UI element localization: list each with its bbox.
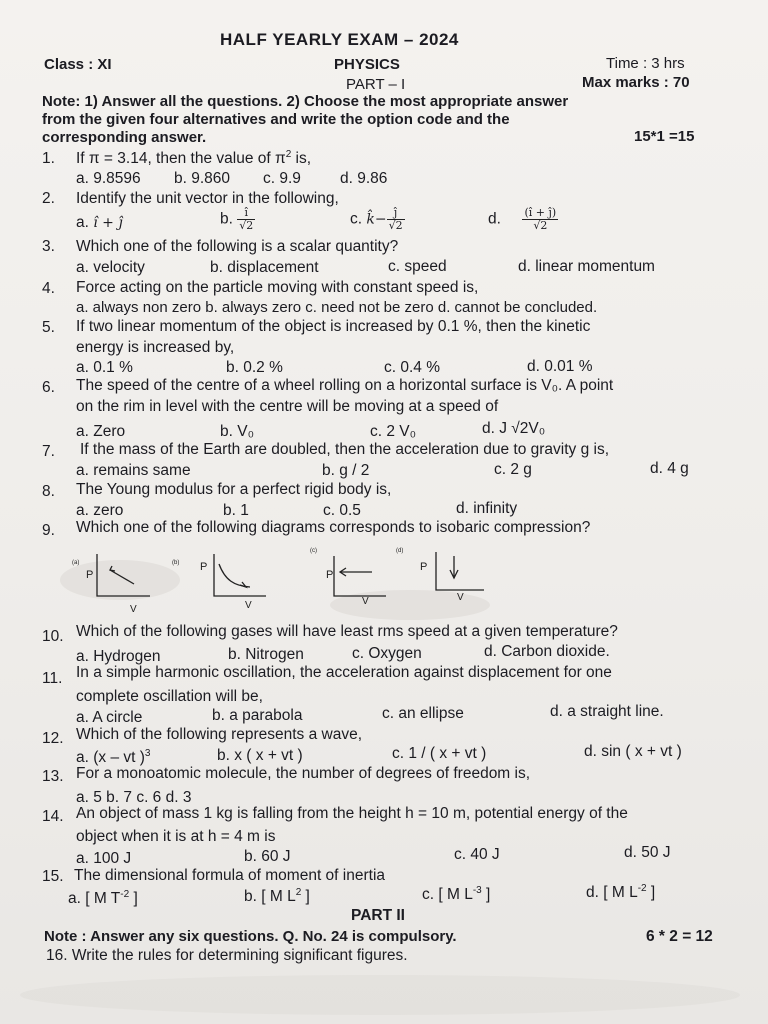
q5-option-d: d. 0.01 % [527,358,593,375]
q11-option-b: b. a parabola [212,707,303,724]
q4-text: Force acting on the particle moving with constant speed is, [76,279,479,296]
q8-option-c: c. 0.5 [323,502,361,519]
q5-option-b: b. 0.2 % [226,359,283,376]
q15-option-c: c. [ M $L^{-3}$ ] [422,884,491,903]
q10-option-b: b. Nitrogen [228,646,304,663]
q7-number: 7. [42,443,55,460]
max-marks-label: Max marks : 70 [582,74,690,91]
q12-number: 12. [42,730,64,747]
q3-option-c: c. speed [388,258,447,275]
q2-number: 2. [42,190,55,207]
q9-text: Which one of the following diagrams corresponds to isobaric compression? [76,519,591,536]
q11-option-c: c. an ellipse [382,705,464,722]
q5-option-c: c. 0.4 % [384,359,440,376]
q12-option-a: a. (x – vt )$^3$ [76,747,151,766]
q6-option-a: a. Zero [76,423,126,440]
graph-a-p-axis: P [86,569,94,581]
part-two-note: Note : Answer any six questions. Q. No. 24 is compulsory. [44,928,457,945]
part-two-marks: 6 * 2 = 12 [646,928,713,945]
exam-title: HALF YEARLY EXAM – 2024 [220,30,459,49]
q5-text-line-2: energy is increased by, [76,339,235,356]
q1-text: If π = 3.14, then the value of $\pi^2$ is, [76,148,312,167]
q11-text-line-1: In a simple harmonic oscillation, the acceleration against displacement for one [76,664,612,681]
q6-text-line-2: on the rim in level with the centre will be moving at a speed of [76,398,499,415]
q16-text: 16. Write the rules for determining significant figures. [46,947,408,964]
graph-d-p-axis: P [420,561,428,573]
q3-number: 3. [42,238,55,255]
graph-c-label: (c) [310,548,317,554]
q8-text: The Young modulus for a perfect rigid body is, [76,481,392,498]
q11-option-d: d. a straight line. [550,703,664,720]
q15-option-b: b. [ M $L^2$ ] [244,886,310,905]
graph-c-v-axis: V [362,596,369,607]
graph-d-label: (d) [396,548,404,554]
q6-option-d: d. J √2V₀ [482,420,546,437]
time-label: Time : 3 hrs [606,55,685,72]
q14-number: 14. [42,808,64,825]
q15-number: 15. [42,868,64,885]
q9-diagrams [0,540,768,620]
q4-number: 4. [42,280,55,297]
q12-option-d: d. sin ( x + vt ) [584,743,682,760]
q2-option-d: d. $\frac{(î + ĵ)}{√2}$ [488,206,557,232]
q7-option-a: a. remains same [76,462,191,479]
q13-number: 13. [42,768,64,785]
q7-option-b: b. g / 2 [322,462,370,479]
note-line-3: corresponding answer. [42,129,207,146]
q2-option-c: c. k̂− $\frac{ĵ}{√2}$ [350,206,403,232]
q1-option-d: d. 9.86 [340,170,388,187]
q8-option-a: a. zero [76,502,124,519]
q2-option-a: a. î + ĵ [76,214,123,231]
q6-option-b: b. V₀ [220,423,255,440]
graph-b-v-axis: V [245,600,252,611]
q8-number: 8. [42,483,55,500]
q11-option-a: a. A circle [76,709,143,726]
q10-option-c: c. Oxygen [352,645,422,662]
q6-number: 6. [42,379,55,396]
graph-a-curve [110,570,134,584]
q5-number: 5. [42,319,55,336]
q14-option-b: b. 60 J [244,848,291,865]
q2-option-b: b. $\frac{î}{√2}$ [220,206,254,232]
q14-option-a: a. 100 J [76,850,132,867]
graph-b-p-axis: P [200,561,208,573]
q4-options: a. always non zero b. always zero c. need not be zero d. cannot be concluded. [76,299,598,316]
graph-a-v-axis: V [130,604,137,615]
q10-number: 10. [42,628,64,645]
q1-option-c: c. 9.9 [263,170,301,187]
q15-text: The dimensional formula of moment of inertia [74,867,386,884]
q12-option-b: b. x ( x + vt ) [217,747,303,764]
graph-b-label: (b) [172,560,180,566]
class-label: Class : XI [44,56,112,73]
q10-option-d: d. Carbon dioxide. [484,643,610,660]
graph-b-axes [214,554,266,596]
q12-text: Which of the following represents a wave, [76,726,363,743]
q1-number: 1. [42,150,55,167]
q14-text-line-2: object when it is at h = 4 m is [76,828,276,845]
q3-option-a: a. velocity [76,259,145,276]
q2-text: Identify the unit vector in the following, [76,190,339,207]
q3-option-b: b. displacement [210,259,319,276]
q15-option-d: d. [ M $L^{-2}$ ] [586,882,656,901]
q7-option-d: d. 4 g [650,460,689,477]
note-line-1: Note: 1) Answer all the questions. 2) Choose the most appropriate answer [42,93,569,110]
graph-c-axes [334,556,386,596]
graph-d-v-axis: V [457,592,464,603]
q8-option-d: d. infinity [456,500,518,517]
q3-option-d: d. linear momentum [518,258,655,275]
graph-a-axes [97,554,150,596]
q7-option-c: c. 2 g [494,461,532,478]
q12-option-c: c. 1 / ( x + vt ) [392,745,487,762]
q11-text-line-2: complete oscillation will be, [76,688,263,705]
q9-number: 9. [42,522,55,539]
q5-option-a: a. 0.1 % [76,359,133,376]
paper-smudge [20,975,740,1015]
q7-text: If the mass of the Earth are doubled, then the acceleration due to gravity g is, [80,441,610,458]
graph-d-axes [436,552,484,590]
q15-option-a: a. [ M $T^{-2}$ ] [68,888,138,907]
q8-option-b: b. 1 [223,502,249,519]
graph-c-p-axis: P [326,569,334,581]
q13-text: For a monoatomic molecule, the number of degrees of freedom is, [76,765,531,782]
q1-option-a: a. 9.8596 [76,170,141,187]
graph-b-curve [219,564,250,587]
q13-options: a. 5 b. 7 c. 6 d. 3 [76,789,192,806]
part-one-heading: PART – I [346,76,406,93]
graph-a-label: (a) [72,560,80,566]
part-one-marks: 15*1 =15 [634,128,695,145]
q6-text-line-1: The speed of the centre of a wheel rolling on a horizontal surface is V₀. A point [76,377,614,394]
q14-option-c: c. 40 J [454,846,500,863]
subject-label: PHYSICS [334,56,400,73]
q1-option-b: b. 9.860 [174,170,231,187]
q14-text-line-1: An object of mass 1 kg is falling from the height h = 10 m, potential energy of the [76,805,628,822]
q6-option-c: c. 2 V₀ [370,423,417,440]
q5-text-line-1: If two linear momentum of the object is increased by 0.1 %, then the kinetic [76,318,591,335]
q14-option-d: d. 50 J [624,844,671,861]
q11-number: 11. [42,670,63,687]
graph-a-arrow [110,566,115,571]
q3-text: Which one of the following is a scalar quantity? [76,238,399,255]
q10-text: Which of the following gases will have least rms speed at a given temperature? [76,623,618,640]
part-two-heading: PART II [351,907,405,924]
note-line-2: from the given four alternatives and write the option code and the [42,111,510,128]
q10-option-a: a. Hydrogen [76,648,161,665]
